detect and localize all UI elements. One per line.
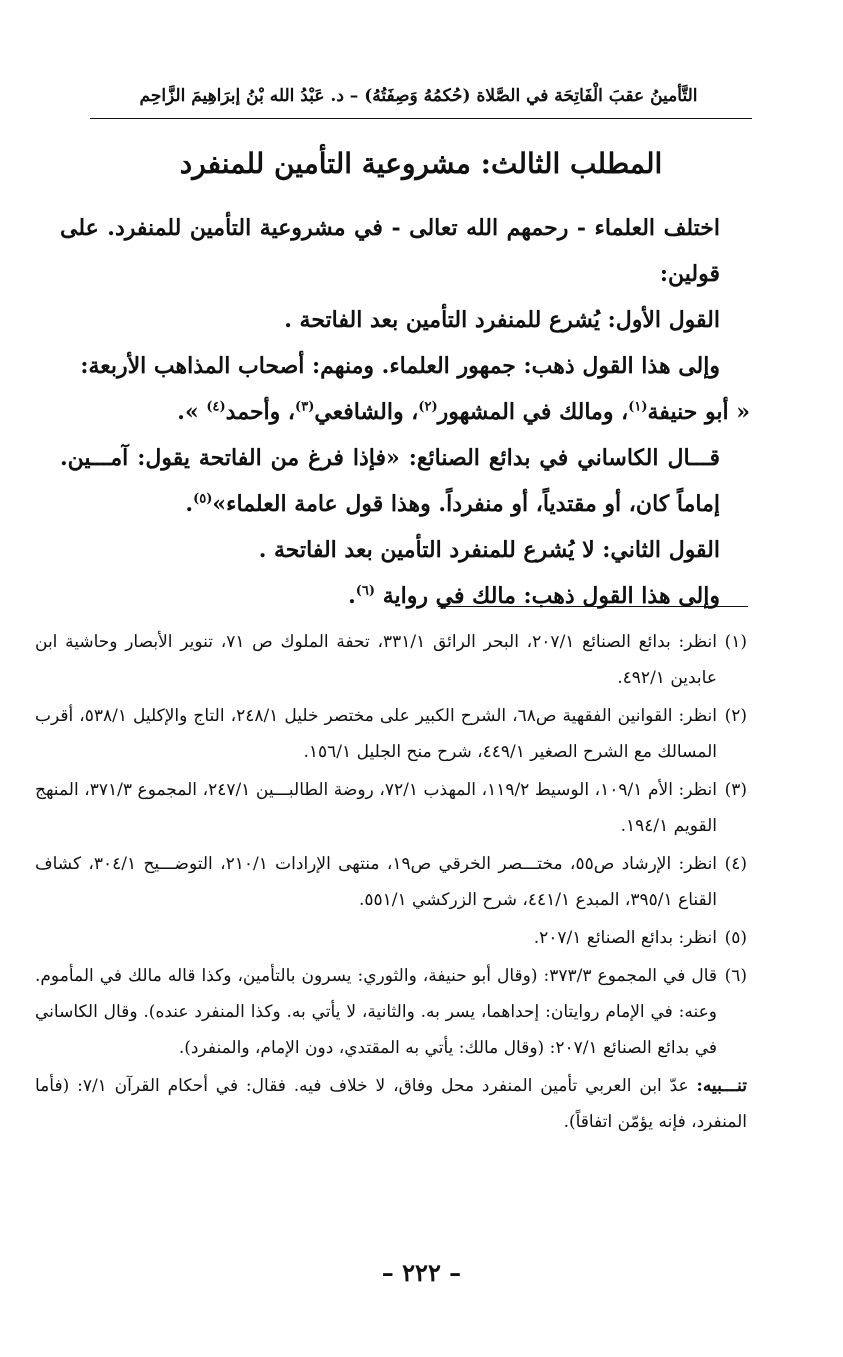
footnote-text: انظر: الأم ١٠٩/١، الوسيط ١١٩/٢، المهذب ٧٢/١، روضة الطالبـــين ٢٤٧/١، المجموع ٣٧١/٣، المنهج القويم ١٩٤/١. [35, 780, 717, 836]
footnote-ref-2[interactable]: (٢) [418, 399, 438, 415]
footnote-4 [35, 846, 747, 918]
header-rule [90, 118, 752, 119]
second-opinion-end: . [348, 583, 356, 609]
running-header: التَّأمينُ عقبَ الْفَاتِحَة في الصَّلاة (حُكمُهُ وَصِفَتُهُ) – د. عَبْدُ الله بْنُ إبرَاهِيمَ الزَّاحِم [139, 86, 698, 106]
footnote-number: (٣) [724, 780, 747, 800]
paragraph-madhhab-list [60, 389, 750, 435]
footnote-ref-5[interactable]: (٥) [193, 491, 213, 507]
footnote-number: (١) [724, 632, 747, 652]
footnote-ref-6[interactable]: (٦) [355, 583, 376, 599]
footnote-2 [35, 698, 747, 770]
footnote-ref-1[interactable]: (١) [628, 399, 648, 415]
footnote-3 [35, 772, 747, 844]
footnote-text: انظر: بدائع الصنائع ٢٠٧/١. [533, 928, 717, 948]
paragraph-first-opinion-holders: وإلى هذا القول ذهب: جمهور العلماء. ومنهم: أصحاب المذاهب الأربعة: [80, 353, 720, 379]
footnote-separator [438, 606, 748, 607]
note-text: عدّ ابن العربي تأمين المنفرد محل وفاق، لا خلاف فيه. فقال: في أحكام القرآن ٧/١: (فأما المنفرد، فإنه يؤمّن اتفاقاً). [35, 1076, 747, 1132]
footnote-text: انظر: القوانين الفقهية ص٦٨، الشرح الكبير على مختصر خليل ٢٤٨/١، التاج والإكليل ٥٣٨/١، أقرب المسالك مع الشرح الصغير ٤٤٩/١، شرح منح الجليل ١٥٦/١. [35, 706, 717, 762]
footnote-ref-3[interactable]: (٣) [295, 399, 315, 415]
kasani-quote-end: . [185, 491, 194, 517]
footnote-number: (٦) [724, 966, 748, 986]
footnote-text: انظر: بدائع الصنائع ٢٠٧/١، البحر الرائق ٣٣١/١، تحفة الملوك ص ٧١، تنوير الأبصار وحاشية ابن عابدين ٤٩٢/١. [35, 632, 717, 688]
madhhab-open: « أبو حنيفة [647, 399, 750, 425]
madhhab-close: ». [177, 399, 207, 425]
footnotes [35, 624, 747, 1142]
footnote-text: قال في المجموع ٣٧٣/٣: (وقال أبو حنيفة، والثوري: يسرون بالتأمين، وكذا قاله مالك في المأموم. وعنه: في الإمام روايتان: إحداهما، يسر به. والثانية، لا يأتي به. وكذا المنفرد عنده). وقال الكاساني في بدائع الصنائع ٢٠٧/١: (وقال مالك: يأتي به المقتدي، دون الإمام، والمنفرد). [35, 966, 718, 1058]
footnote-5 [35, 920, 747, 956]
footnote-ref-4[interactable]: (٤) [206, 399, 226, 415]
paragraph-second-opinion-holders [60, 573, 750, 619]
paragraph-kasani-quote [60, 435, 750, 527]
kasani-quote-text: قـــال الكاساني في بدائع الصنائع: «فإذا فرغ من الفاتحة يقول: آمـــين. إماماً كان، أو مقتدياً، أو منفرداً. وهذا قول عامة العلماء» [60, 445, 720, 517]
paragraph-intro: اختلف العلماء - رحمهم الله تعالى - في مشروعية التأمين للمنفرد. على قولين: [60, 215, 720, 287]
footnote-note [35, 1068, 747, 1140]
footnote-1 [35, 624, 747, 696]
note-label: تنـــبيه: [696, 1076, 747, 1096]
footnote-number: (٢) [724, 706, 747, 726]
madhhab-maliki: ، ومالك في المشهور [437, 399, 629, 425]
footnote-text: انظر: الإرشاد ص٥٥، مختـــصر الخرقي ص١٩، منتهى الإرادات ٢١٠/١، التوضـــيح ٣٠٤/١، كشاف القناع ٣٩٥/١، المبدع ٤٤١/١، شرح الزركشي ٥٥١/١. [35, 854, 718, 910]
madhhab-hanbali: ، وأحمد [225, 399, 296, 425]
paragraph-second-opinion: القول الثاني: لا يُشرع للمنفرد التأمين بعد الفاتحة . [258, 537, 720, 563]
footnote-number: (٥) [724, 928, 747, 948]
footnote-6 [35, 958, 747, 1066]
second-opinion-text: وإلى هذا القول ذهب: مالك في رواية [382, 583, 720, 609]
section-title: المطلب الثالث: مشروعية التأمين للمنفرد [179, 147, 663, 180]
page-number: – ٢٢٢ – [381, 1258, 462, 1287]
body-text [60, 205, 750, 619]
paragraph-first-opinion: القول الأول: يُشرع للمنفرد التأمين بعد الفاتحة . [284, 307, 720, 333]
footnote-number: (٤) [724, 854, 748, 874]
madhhab-shafii: ، والشافعي [314, 399, 419, 425]
